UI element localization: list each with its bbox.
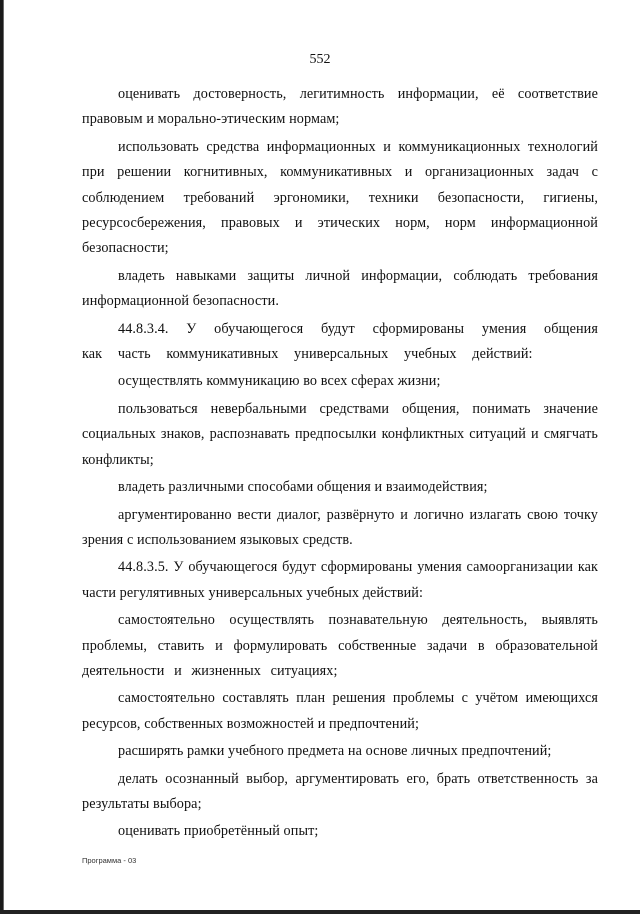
paragraph: владеть различными способами общения и взаимодействия; [118,479,488,496]
paragraph: делать осознанный выбор, аргументировать его, брать ответственность за результаты выбора; [82,770,598,812]
scan-edge-left [0,0,6,914]
paragraph: оценивать приобретённый опыт; [118,823,319,840]
paragraph: оценивать достоверность, легитимность информации, её соответствие правовым и морально-этическим нормам; [82,86,598,128]
scan-edge-bottom [0,910,640,914]
page-content [82,82,598,847]
paragraph: самостоятельно осуществлять познавательную деятельность, выявлять проблемы, ставить и формулировать собственные задачи в образовательной деятельности и жизненных ситуациях; [82,612,598,679]
section-paragraph: 44.8.3.4. У обучающегося будут сформированы умения общения как часть коммуникативных универсальных учебных действий: [82,320,598,363]
section-paragraph: 44.8.3.5. У обучающегося будут сформированы умения самоорганизации как части регулятивных универсальных учебных действий: [82,559,598,601]
paragraph: владеть навыками защиты личной информации, соблюдать требования информационной безопасности. [82,267,598,310]
page-number: 552 [309,52,331,67]
paragraph: самостоятельно составлять план решения проблемы с учётом имеющихся ресурсов, собственных возможностей и предпочтений; [82,690,598,732]
paragraph: использовать средства информационных и коммуникационных технологий при решении когнитивных, коммуникативных и организационных задач с соблюдением требований эргономики, техники безопасности, гигиены, ресурсосбережения, правовых и этических норм, норм информационной безопасности; [82,138,598,257]
paragraph: аргументированно вести диалог, развёрнуто и логично излагать свою точку зрения с использованием языковых средств. [82,506,598,548]
paragraph: осуществлять коммуникацию во всех сферах жизни; [118,373,441,390]
paragraph: пользоваться невербальными средствами общения, понимать значение социальных знаков, распознавать предпосылки конфликтных ситуаций и смягчать конфликты; [82,400,598,468]
footer-label: Программа - 03 [82,856,137,865]
paragraph: расширять рамки учебного предмета на основе личных предпочтений; [118,743,552,760]
